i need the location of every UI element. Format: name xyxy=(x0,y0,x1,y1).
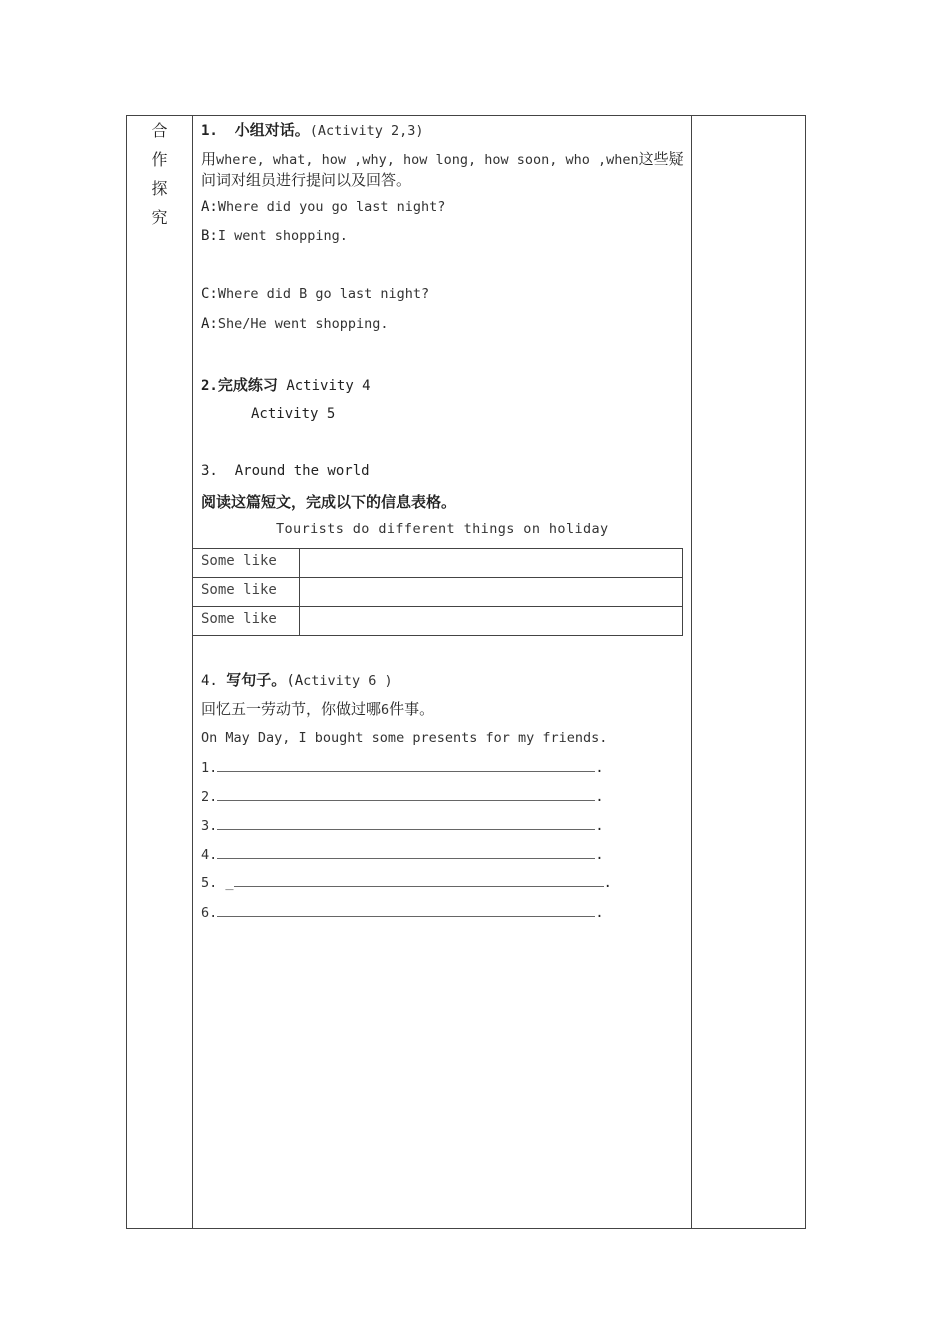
content-cell xyxy=(192,116,691,1228)
section4-title: 写句子。 xyxy=(226,671,287,689)
table-row xyxy=(193,607,683,636)
answer-line[interactable]: 5. _ . xyxy=(201,875,612,891)
blank-line[interactable] xyxy=(217,759,595,772)
row-label: Some like xyxy=(193,607,300,636)
blank-line[interactable] xyxy=(217,846,595,859)
answer-line[interactable]: 1. . xyxy=(201,760,604,776)
dialogue-line: B:I went shopping. xyxy=(201,228,348,244)
row-label: Some like xyxy=(193,549,300,578)
table-row xyxy=(193,578,683,607)
row-answer-cell[interactable] xyxy=(300,578,683,607)
section1-title: 小组对话。 xyxy=(234,121,310,139)
section1-instruction-line2: 问词对组员进行提问以及回答。 xyxy=(201,171,412,189)
answer-line[interactable]: 3. . xyxy=(201,818,604,834)
info-table xyxy=(192,548,683,636)
label-char: 探 xyxy=(151,179,168,198)
label-char: 合 xyxy=(151,121,168,140)
section2-activity-a: Activity 4 xyxy=(286,378,371,394)
lesson-table xyxy=(126,115,806,1229)
section1-ref: (Activity 2,3) xyxy=(309,123,424,139)
blank-line[interactable] xyxy=(217,788,595,801)
example-sentence: On May Day, I bought some presents for my friends. xyxy=(201,730,608,746)
section3-instruction: 阅读这篇短文，完成以下的信息表格。 xyxy=(201,493,457,511)
table-caption: Tourists do different things on holiday xyxy=(276,521,609,537)
section1-heading: 1. 小组对话。(Activity 2,3) xyxy=(201,121,424,139)
dialogue-line: A:She/He went shopping. xyxy=(201,316,389,332)
answer-line[interactable]: 4. . xyxy=(201,847,604,863)
label-char: 究 xyxy=(151,208,168,227)
blank-line[interactable] xyxy=(217,817,595,830)
section2-title: 完成练习 xyxy=(217,376,278,394)
row-answer-cell[interactable] xyxy=(300,607,683,636)
section4-instruction: 回忆五一劳动节，你做过哪6件事。 xyxy=(201,700,435,718)
blank-line[interactable] xyxy=(217,904,595,917)
section3-heading: 3. Around the world xyxy=(201,463,370,479)
answer-line[interactable]: 6. . xyxy=(201,905,604,921)
section-label xyxy=(127,116,192,232)
answer-line[interactable]: 2. . xyxy=(201,789,604,805)
table-row xyxy=(193,549,683,578)
dialogue-line: C:Where did B go last night? xyxy=(201,286,430,302)
blank-line[interactable] xyxy=(234,874,604,887)
dialogue-line: A:Where did you go last night? xyxy=(201,199,446,215)
column-divider-right xyxy=(691,116,692,1228)
section3-title: Around the world xyxy=(234,463,370,479)
label-char: 作 xyxy=(151,150,168,169)
section4-heading: 4. 写句子。(Activity 6 ) xyxy=(201,671,393,689)
section1-instruction: 用where, what, how ,why, how long, how soon, who ,when这些疑 xyxy=(201,150,684,168)
section2-activity-b: Activity 5 xyxy=(251,406,336,422)
row-label: Some like xyxy=(193,578,300,607)
section2-heading: 2.完成练习 Activity 4 xyxy=(201,376,371,394)
row-answer-cell[interactable] xyxy=(300,549,683,578)
